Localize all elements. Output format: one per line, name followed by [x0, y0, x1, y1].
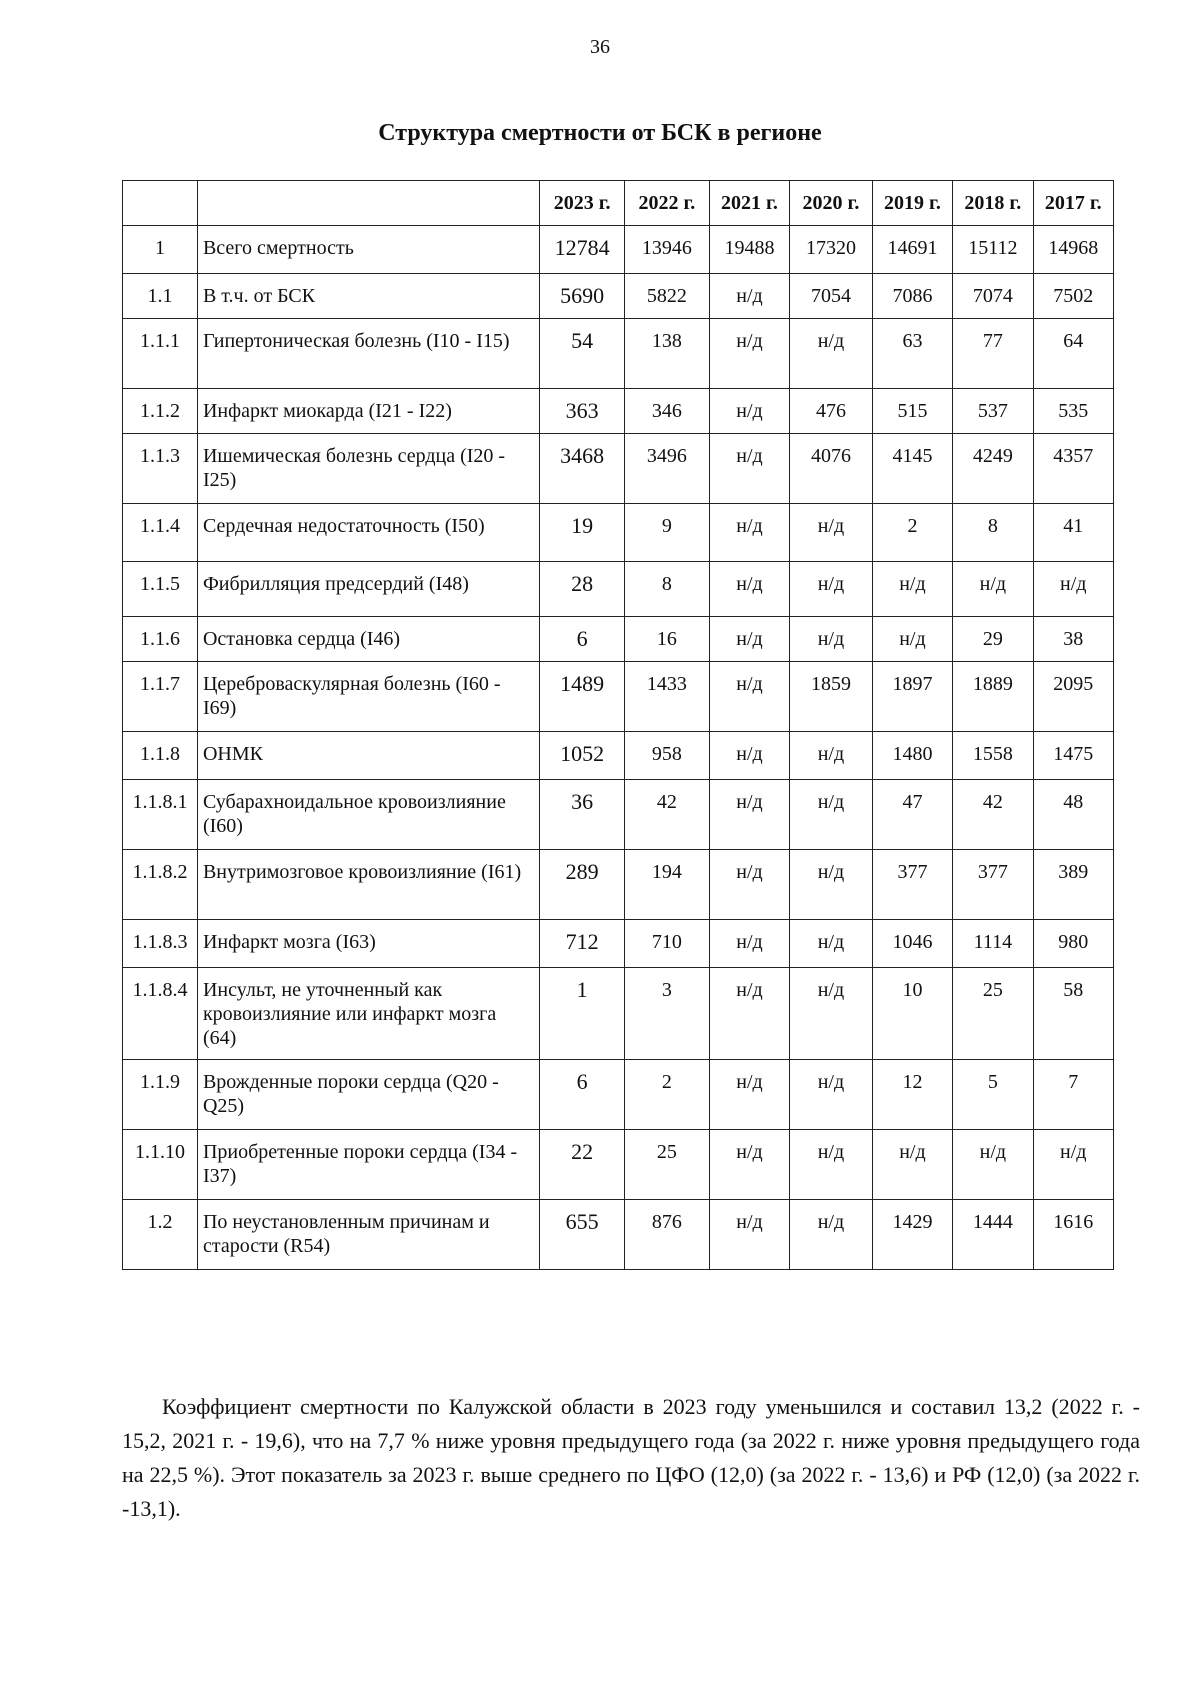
value-cell: 1433 — [625, 662, 710, 732]
row-label-cell: Внутримозговое кровоизлияние (I61) — [197, 850, 539, 920]
row-label-cell: Приобретенные пороки сердца (I34 - I37) — [197, 1130, 539, 1200]
header-year-cell: 2022 г. — [625, 181, 710, 226]
value-cell: н/д — [953, 562, 1033, 617]
table-row — [123, 1060, 1114, 1130]
value-cell: н/д — [953, 1130, 1033, 1200]
value-cell: 1480 — [872, 732, 952, 780]
value-cell: 7086 — [872, 274, 952, 319]
value-cell: н/д — [709, 780, 789, 850]
value-cell: 38 — [1033, 617, 1113, 662]
value-cell: н/д — [709, 1060, 789, 1130]
row-label-cell: Врожденные пороки сердца (Q20 - Q25) — [197, 1060, 539, 1130]
value-cell: 7502 — [1033, 274, 1113, 319]
value-cell: 363 — [540, 389, 625, 434]
value-cell: 17320 — [790, 226, 873, 274]
value-cell: 515 — [872, 389, 952, 434]
row-label-cell: Фибрилляция предсердий (I48) — [197, 562, 539, 617]
value-cell: 13946 — [625, 226, 710, 274]
value-cell: 19488 — [709, 226, 789, 274]
row-number-cell: 1.1.8.4 — [123, 968, 198, 1060]
row-label-cell: Инсульт, не уточненный как кровоизлияние или инфаркт мозга (64) — [197, 968, 539, 1060]
value-cell: 1 — [540, 968, 625, 1060]
value-cell: 289 — [540, 850, 625, 920]
value-cell: 4249 — [953, 434, 1033, 504]
table-row — [123, 319, 1114, 389]
value-cell: н/д — [709, 1130, 789, 1200]
value-cell: 389 — [1033, 850, 1113, 920]
row-number-cell: 1.1.8.3 — [123, 920, 198, 968]
page-number: 36 — [590, 36, 610, 58]
value-cell: н/д — [790, 1200, 873, 1270]
value-cell: 4076 — [790, 434, 873, 504]
value-cell: 377 — [872, 850, 952, 920]
row-number-cell: 1.1.8.1 — [123, 780, 198, 850]
value-cell: 48 — [1033, 780, 1113, 850]
value-cell: 1889 — [953, 662, 1033, 732]
value-cell: 22 — [540, 1130, 625, 1200]
value-cell: 47 — [872, 780, 952, 850]
value-cell: 8 — [953, 504, 1033, 562]
value-cell: н/д — [872, 617, 952, 662]
header-num-cell — [123, 181, 198, 226]
value-cell: 346 — [625, 389, 710, 434]
value-cell: 4145 — [872, 434, 952, 504]
value-cell: 712 — [540, 920, 625, 968]
row-number-cell: 1.1.2 — [123, 389, 198, 434]
value-cell: н/д — [709, 1200, 789, 1270]
value-cell: н/д — [872, 1130, 952, 1200]
value-cell: н/д — [790, 968, 873, 1060]
row-number-cell: 1 — [123, 226, 198, 274]
value-cell: н/д — [709, 434, 789, 504]
value-cell: 2 — [872, 504, 952, 562]
value-cell: н/д — [709, 732, 789, 780]
value-cell: н/д — [1033, 562, 1113, 617]
value-cell: 25 — [953, 968, 1033, 1060]
value-cell: н/д — [790, 1060, 873, 1130]
value-cell: 138 — [625, 319, 710, 389]
row-number-cell: 1.1.9 — [123, 1060, 198, 1130]
value-cell: 1859 — [790, 662, 873, 732]
table-row — [123, 1200, 1114, 1270]
row-label-cell: По неустановленным причинам и старости (R54) — [197, 1200, 539, 1270]
value-cell: 3468 — [540, 434, 625, 504]
row-label-cell: Всего смертность — [197, 226, 539, 274]
row-number-cell: 1.1.3 — [123, 434, 198, 504]
value-cell: 42 — [953, 780, 1033, 850]
value-cell: н/д — [790, 319, 873, 389]
row-number-cell: 1.1.4 — [123, 504, 198, 562]
header-year-cell: 2020 г. — [790, 181, 873, 226]
value-cell: 1429 — [872, 1200, 952, 1270]
mortality-table — [122, 180, 1114, 1270]
value-cell: 2095 — [1033, 662, 1113, 732]
value-cell: 980 — [1033, 920, 1113, 968]
table-row — [123, 920, 1114, 968]
value-cell: 1475 — [1033, 732, 1113, 780]
value-cell: 537 — [953, 389, 1033, 434]
value-cell: 8 — [625, 562, 710, 617]
value-cell: н/д — [709, 850, 789, 920]
value-cell: н/д — [709, 504, 789, 562]
value-cell: 535 — [1033, 389, 1113, 434]
header-year-cell: 2018 г. — [953, 181, 1033, 226]
row-label-cell: Цереброваскулярная болезнь (I60 - I69) — [197, 662, 539, 732]
value-cell: 16 — [625, 617, 710, 662]
value-cell: 14968 — [1033, 226, 1113, 274]
value-cell: 64 — [1033, 319, 1113, 389]
value-cell: 29 — [953, 617, 1033, 662]
header-label-cell — [197, 181, 539, 226]
row-label-cell: Ишемическая болезнь сердца (I20 - I25) — [197, 434, 539, 504]
value-cell: 1558 — [953, 732, 1033, 780]
row-number-cell: 1.1 — [123, 274, 198, 319]
value-cell: 6 — [540, 617, 625, 662]
value-cell: 12784 — [540, 226, 625, 274]
value-cell: 19 — [540, 504, 625, 562]
header-year-cell: 2023 г. — [540, 181, 625, 226]
table-row — [123, 562, 1114, 617]
value-cell: н/д — [1033, 1130, 1113, 1200]
value-cell: 1444 — [953, 1200, 1033, 1270]
value-cell: 3496 — [625, 434, 710, 504]
value-cell: 7074 — [953, 274, 1033, 319]
table-row — [123, 617, 1114, 662]
value-cell: 3 — [625, 968, 710, 1060]
value-cell: 36 — [540, 780, 625, 850]
header-year-cell: 2017 г. — [1033, 181, 1113, 226]
row-label-cell: ОНМК — [197, 732, 539, 780]
value-cell: 7 — [1033, 1060, 1113, 1130]
value-cell: 15112 — [953, 226, 1033, 274]
value-cell: н/д — [709, 274, 789, 319]
table-row — [123, 968, 1114, 1060]
value-cell: 12 — [872, 1060, 952, 1130]
value-cell: 77 — [953, 319, 1033, 389]
value-cell: 7054 — [790, 274, 873, 319]
value-cell: 876 — [625, 1200, 710, 1270]
header-year-cell: 2019 г. — [872, 181, 952, 226]
value-cell: 14691 — [872, 226, 952, 274]
document-title: Структура смертности от БСК в регионе — [378, 120, 822, 146]
value-cell: н/д — [790, 732, 873, 780]
value-cell: н/д — [790, 617, 873, 662]
value-cell: н/д — [790, 920, 873, 968]
value-cell: н/д — [709, 319, 789, 389]
value-cell: 54 — [540, 319, 625, 389]
value-cell: 1489 — [540, 662, 625, 732]
value-cell: 28 — [540, 562, 625, 617]
table-row — [123, 662, 1114, 732]
value-cell: 1046 — [872, 920, 952, 968]
value-cell: н/д — [709, 389, 789, 434]
value-cell: 1897 — [872, 662, 952, 732]
value-cell: 42 — [625, 780, 710, 850]
row-number-cell: 1.1.5 — [123, 562, 198, 617]
value-cell: н/д — [790, 504, 873, 562]
row-number-cell: 1.1.10 — [123, 1130, 198, 1200]
row-label-cell: Инфаркт мозга (I63) — [197, 920, 539, 968]
value-cell: 377 — [953, 850, 1033, 920]
value-cell: н/д — [790, 850, 873, 920]
table-row — [123, 434, 1114, 504]
row-number-cell: 1.1.6 — [123, 617, 198, 662]
row-label-cell: Субарахноидальное кровоизлияние (I60) — [197, 780, 539, 850]
row-number-cell: 1.1.7 — [123, 662, 198, 732]
value-cell: 958 — [625, 732, 710, 780]
value-cell: 5690 — [540, 274, 625, 319]
row-number-cell: 1.1.8 — [123, 732, 198, 780]
table-row — [123, 274, 1114, 319]
value-cell: 476 — [790, 389, 873, 434]
value-cell: н/д — [790, 1130, 873, 1200]
row-label-cell: Остановка сердца (I46) — [197, 617, 539, 662]
table-row — [123, 226, 1114, 274]
value-cell: 1052 — [540, 732, 625, 780]
value-cell: 1114 — [953, 920, 1033, 968]
value-cell: н/д — [709, 662, 789, 732]
value-cell: н/д — [709, 562, 789, 617]
value-cell: н/д — [872, 562, 952, 617]
value-cell: 5 — [953, 1060, 1033, 1130]
value-cell: 655 — [540, 1200, 625, 1270]
value-cell: н/д — [709, 968, 789, 1060]
row-number-cell: 1.2 — [123, 1200, 198, 1270]
value-cell: 25 — [625, 1130, 710, 1200]
value-cell: н/д — [790, 780, 873, 850]
value-cell: 63 — [872, 319, 952, 389]
value-cell: н/д — [790, 562, 873, 617]
value-cell: н/д — [709, 617, 789, 662]
table-row — [123, 504, 1114, 562]
value-cell: 4357 — [1033, 434, 1113, 504]
row-label-cell: Гипертоническая болезнь (I10 - I15) — [197, 319, 539, 389]
value-cell: 1616 — [1033, 1200, 1113, 1270]
row-label-cell: Сердечная недостаточность (I50) — [197, 504, 539, 562]
table-row — [123, 389, 1114, 434]
value-cell: 10 — [872, 968, 952, 1060]
table-header-row — [123, 181, 1114, 226]
value-cell: 58 — [1033, 968, 1113, 1060]
value-cell: 2 — [625, 1060, 710, 1130]
value-cell: 6 — [540, 1060, 625, 1130]
table-row — [123, 1130, 1114, 1200]
value-cell: 710 — [625, 920, 710, 968]
row-number-cell: 1.1.1 — [123, 319, 198, 389]
row-number-cell: 1.1.8.2 — [123, 850, 198, 920]
table-row — [123, 732, 1114, 780]
value-cell: 9 — [625, 504, 710, 562]
row-label-cell: В т.ч. от БСК — [197, 274, 539, 319]
body-paragraph: Коэффициент смертности по Калужской области в 2023 году уменьшился и составил 13,2 (2022 г. - 15,2, 2021 г. - 19,6), что на 7,7 % ниже уровня предыдущего года (за 2022 г. ниже уровня предыдущего года на 22,5 %). Этот показатель за 2023 г. выше среднего по ЦФО (12,0) (за 2022 г. - 13,6) и РФ (12,0) (за 2022 г. -13,1). — [122, 1394, 1140, 1521]
value-cell: 194 — [625, 850, 710, 920]
value-cell: 41 — [1033, 504, 1113, 562]
header-year-cell: 2021 г. — [709, 181, 789, 226]
value-cell: н/д — [709, 920, 789, 968]
value-cell: 5822 — [625, 274, 710, 319]
table-row — [123, 850, 1114, 920]
table-row — [123, 780, 1114, 850]
row-label-cell: Инфаркт миокарда (I21 - I22) — [197, 389, 539, 434]
